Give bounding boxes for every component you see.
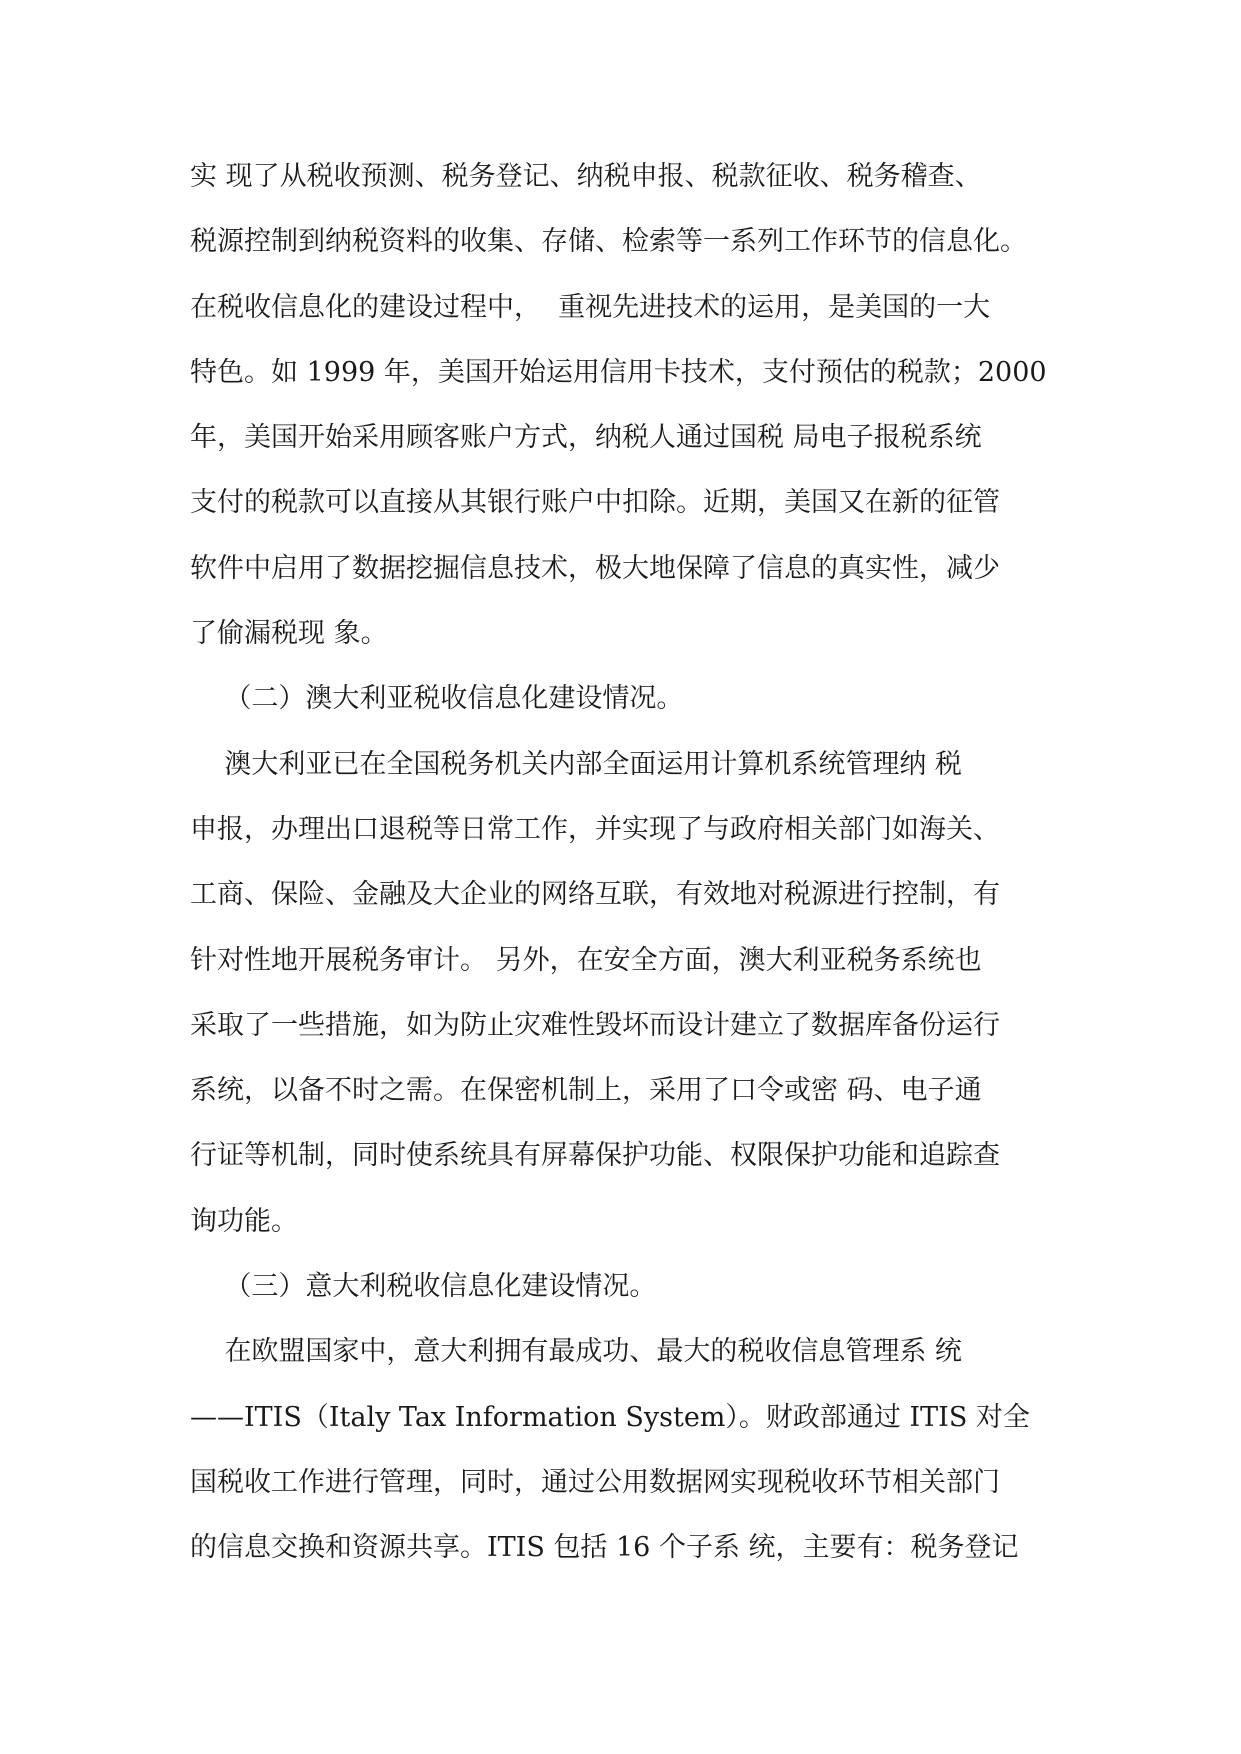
section-heading: （三）意大利税收信息化建设情况。 (190, 1271, 657, 1303)
text-line: 的信息交换和资源共享。ITIS 包括 16 个子系 统，主要有：税务登记 (190, 1532, 1019, 1564)
text-line: 行证等机制，同时使系统具有屏幕保护功能、权限保护功能和追踪查 (190, 1140, 1000, 1172)
section-heading: （二）澳大利亚税收信息化建设情况。 (190, 683, 684, 715)
text-line: 在税收信息化的建设过程中， 重视先进技术的运用，是美国的一大 (190, 291, 991, 323)
text-line: 采取了一些措施，如为防止灾难性毁坏而设计建立了数据库备份运行 (190, 1009, 1000, 1041)
text-line: 特色。如 1999 年，美国开始运用信用卡技术，支付预估的税款；2000 (190, 356, 1047, 388)
text-line: 申报，办理出口退税等日常工作，并实现了与政府相关部门如海关、 (190, 813, 1000, 845)
text-line: 实 现了从税收预测、税务登记、纳税申报、税款征收、税务稽查、 (190, 161, 982, 192)
text-line: 针对性地开展税务审计。 另外，在安全方面，澳大利亚税务系统也 (190, 944, 982, 976)
text-line: 软件中启用了数据挖掘信息技术，极大地保障了信息的真实性，减少 (190, 552, 1000, 584)
text-line: 支付的税款可以直接从其银行账户中扣除。近期，美国又在新的征管 (190, 487, 1000, 519)
text-line: 年，美国开始采用顾客账户方式，纳税人通过国税 局电子报税系统 (190, 422, 982, 454)
text-line: 询功能。 (190, 1205, 298, 1237)
text-line: 澳大利亚已在全国税务机关内部全面运用计算机系统管理纳 税 (190, 748, 962, 780)
body-text (190, 158, 1070, 1595)
text-line: ——ITIS（Italy Tax Information System）。财政部通过 ITIS 对全 (190, 1401, 1030, 1433)
text-line: 在欧盟国家中，意大利拥有最成功、最大的税收信息管理系 统 (190, 1336, 962, 1368)
text-line: 工商、保险、金融及大企业的网络互联，有效地对税源进行控制，有 (190, 879, 1000, 911)
text-line: 系统，以备不时之需。在保密机制上，采用了口令或密 码、电子通 (190, 1075, 982, 1107)
text-line: 国税收工作进行管理，同时，通过公用数据网实现税收环节相关部门 (190, 1466, 1000, 1498)
text-line: 了偷漏税现 象。 (190, 618, 388, 650)
text-line: 税源控制到纳税资料的收集、存储、检索等一系列工作环节的信息化。 (190, 226, 1027, 258)
